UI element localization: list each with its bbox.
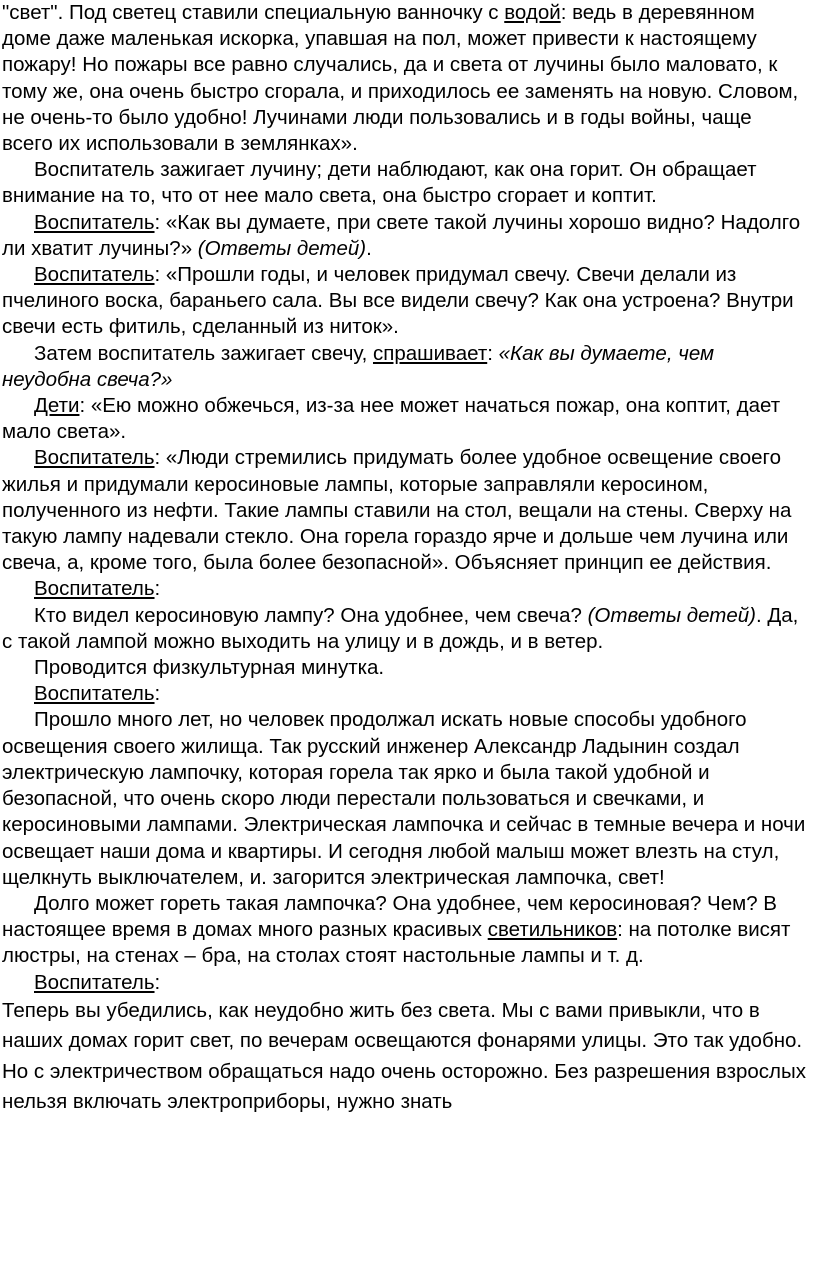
text: : ведь в деревянном доме даже маленькая искорка, упавшая на пол, может привести к настоящему пожару! Но пожары все равно случались, да и света от лучины было маловато, к тому же, она очень быстро сгорала, и приходилось ее заменять на новую. Словом, не очень-то было удобно! Лучинами люди пользовались и в годы войны, чаще всего их использовали в землянках». <box>2 1 799 156</box>
paragraph-11 <box>2 681 806 707</box>
text: : <box>154 682 161 706</box>
paragraph-9 <box>2 603 806 655</box>
text: Затем воспитатель зажигает свечу, <box>34 341 373 365</box>
paragraph-4 <box>2 262 806 341</box>
text: : «Прошли годы, и человек придумал свечу. Свечи делали из пчелиного воска, бараньего сала. Вы все видели свечу? Как она устроена? Внутри свечи есть фитиль, сделанный из ниток». <box>2 263 794 339</box>
paragraph-8 <box>2 576 806 602</box>
speaker-label: Воспитатель <box>34 682 155 706</box>
text: : «Ею можно обжечься, из-за нее может начаться пожар, она коптит, дает мало света». <box>2 394 781 444</box>
paragraph-13 <box>2 891 806 970</box>
paragraph-2: Воспитатель зажигает лучину; дети наблюдают, как она горит. Он обращает внимание на то, что от нее мало света, она быстро сгорает и коптит. <box>2 158 757 208</box>
speaker-label: Воспитатель <box>34 970 155 994</box>
paragraph-10: Проводится физкультурная минутка. <box>34 656 385 680</box>
paragraph-7 <box>2 445 806 576</box>
paragraph-5 <box>2 341 806 393</box>
paragraph-15: Теперь вы убедились, как неудобно жить без света. Мы с вами привыкли, что в наших домах горит свет, по вечерам освещаются фонарями улицы. Это так удобно. Но с электричеством обращаться надо очень осторожно. Без разрешения взрослых нельзя включать электроприборы, нужно знать <box>2 998 806 1114</box>
italic-quote: «Как вы думаете, чем неудобна свеча?» <box>2 341 715 391</box>
underlined-word: спрашивает <box>372 341 488 365</box>
text: . <box>366 236 372 260</box>
text: : <box>154 970 161 994</box>
text: : «Как вы думаете, при свете такой лучины хорошо видно? Надолго ли хватит лучины?» <box>2 210 801 260</box>
italic-note: (Ответы детей) <box>197 236 367 260</box>
text: : на потолке висят люстры, на стенах – бра, на столах стоят настольные лампы и т. д. <box>2 918 791 968</box>
speaker-label: Воспитатель <box>34 210 155 234</box>
speaker-label: Дети <box>34 394 80 418</box>
speaker-label: Воспитатель <box>34 577 155 601</box>
text: Долго может гореть такая лампочка? Она удобнее, чем керосиновая? Чем? В настоящее время в домах много разных красивых <box>2 891 777 942</box>
paragraph-1 <box>2 0 806 157</box>
text: . Да, с такой лампой можно выходить на улицу и в дождь, и в ветер. <box>2 603 799 653</box>
text: "свет". Под светец ставили специальную ванночку с <box>2 1 505 24</box>
text: : «Люди стремились придумать более удобное освещение своего жилья и придумали керосиновые лампы, которые заправляли керосином, полученного из нефти. Такие лампы ставили на стол, вещали на стены. Сверху на такую лампу надевали стекло. Она горела гораздо ярче и дольше чем лучина или свеча, а, кроме того, была более безопасной». Объясняет принцип ее действия. <box>2 446 792 575</box>
speaker-label: Воспитатель <box>34 263 155 287</box>
text: : <box>487 341 499 365</box>
paragraph-12: Прошло много лет, но человек продолжал искать новые способы удобного освещения своего жилища. Так русский инженер Александр Ладынин создал электрическую лампочку, которая горела так ярко и была такой удобной и безопасной, что очень скоро люди перестали пользоваться и свечками, и керосиновыми лампами. Электрическая лампочка и сейчас в темные вечера и ночи освещает наши дома и квартиры. И сегодня любой малыш может влезть на стул, щелкнуть выключателем, и. загорится электрическая лампочка, свет! <box>2 708 806 889</box>
paragraph-3 <box>2 210 806 262</box>
underlined-word: водой <box>504 1 561 24</box>
italic-note: (Ответы детей) <box>587 603 756 627</box>
text: : <box>154 577 161 601</box>
underlined-word: светильников <box>487 918 618 942</box>
text: Кто видел керосиновую лампу? Она удобнее, чем свеча? <box>34 603 588 627</box>
paragraph-6 <box>2 393 806 445</box>
speaker-label: Воспитатель <box>34 446 155 470</box>
paragraph-14 <box>2 970 806 996</box>
